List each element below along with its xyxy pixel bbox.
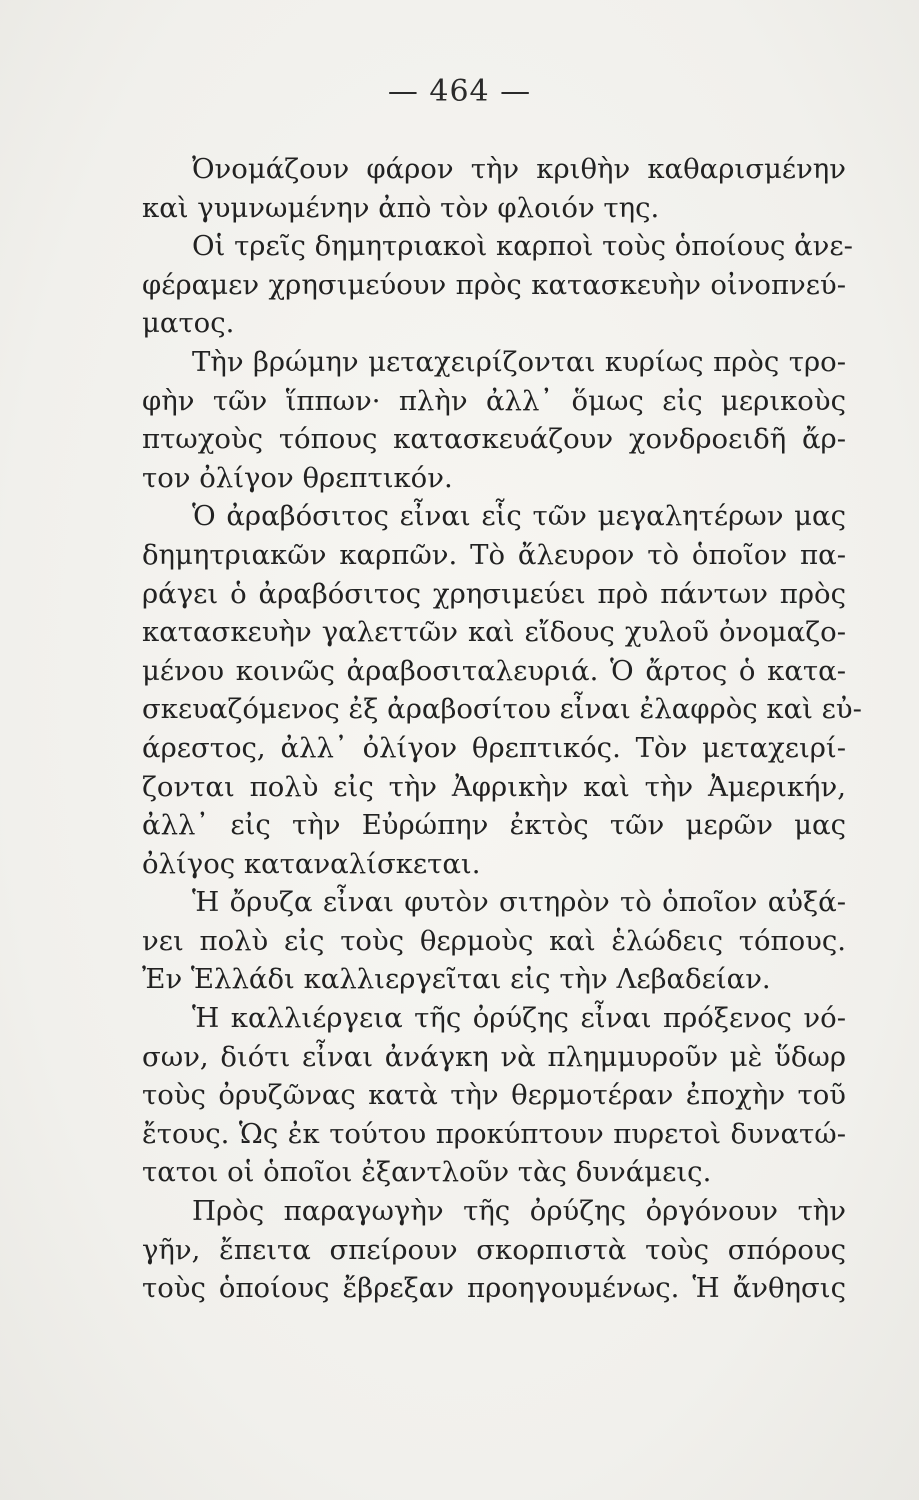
text-line: τον ὀλίγον θρεπτικόν. [142, 461, 453, 494]
text-line: Ὀνομάζουν φάρον τὴν κριθὴν καθαρισμένην [192, 153, 846, 185]
page-number: — 464 — [387, 74, 532, 109]
text-line: Οἱ τρεῖς δημητριακοὶ καρποὶ τοὺς ὁποίους ἀνε- [192, 230, 853, 263]
text-line: σων, διότι εἶναι ἀνάγκη νὰ πλημμυροῦν μὲ ὕδωρ [142, 1040, 846, 1073]
text-line: νει πολὺ εἰς τοὺς θερμοὺς καὶ ἑλώδεις τόπους. [142, 924, 846, 957]
text-line: φέραμεν χρησιμεύουν πρὸς κατασκευὴν οἰνοπνεύ- [142, 268, 846, 301]
text-line: Ἐν Ἑλλάδι καλλιεργεῖται εἰς τὴν Λεβαδείαν. [142, 963, 771, 996]
text-line: μένου κοινῶς ἀραβοσιταλευριά. Ὁ ἄρτος ὁ κατα- [142, 654, 846, 687]
text-line: τοὺς ὁποίους ἔβρεξαν προηγουμένως. Ἡ ἄνθησις [142, 1272, 846, 1305]
text-line: ἀλλ᾽ εἰς τὴν Εὐρώπην ἐκτὸς τῶν μερῶν μας [142, 809, 846, 842]
text-line: ἔτους. Ὡς ἐκ τούτου προκύπτουν πυρετοὶ δυνατώ- [142, 1117, 846, 1150]
text-line: ζονται πολὺ εἰς τὴν Ἀφρικὴν καὶ τὴν Ἀμερικήν, [142, 770, 846, 803]
text-line: γῆν, ἔπειτα σπείρουν σκορπιστὰ τοὺς σπόρους [142, 1233, 846, 1266]
text-line: Ἡ ὄρυζα εἶναι φυτὸν σιτηρὸν τὸ ὁποῖον αὐξά- [192, 886, 846, 919]
body-text [142, 150, 862, 1308]
text-line: ματος. [142, 307, 235, 340]
text-line: Τὴν βρώμην μεταχειρίζονται κυρίως πρὸς τρο- [192, 345, 846, 378]
text-line: καὶ γυμνωμένην ἀπὸ τὸν φλοιόν της. [142, 191, 660, 224]
text-line: ὀλίγος καταναλίσκεται. [142, 847, 481, 880]
text-line: πτωχοὺς τόπους κατασκευάζουν χονδροειδῆ ἄρ- [142, 423, 846, 456]
text-line: τατοι οἱ ὁποῖοι ἐξαντλοῦν τὰς δυνάμεις. [142, 1156, 712, 1189]
text-line: Πρὸς παραγωγὴν τῆς ὀρύζης ὀργόνουν τὴν [192, 1195, 846, 1228]
text-line: δημητριακῶν καρπῶν. Τὸ ἄλευρον τὸ ὁποῖον πα- [142, 538, 846, 571]
text-line: άρεστος, ἀλλ᾽ ὀλίγον θρεπτικός. Τὸν μεταχειρί- [142, 731, 846, 764]
text-line: ράγει ὁ ἀραβόσιτος χρησιμεύει πρὸ πάντων πρὸς [142, 577, 846, 610]
text-line: Ἡ καλλιέργεια τῆς ὀρύζης εἶναι πρόξενος νό- [192, 1002, 846, 1035]
text-line: κατασκευὴν γαλεττῶν καὶ εἴδους χυλοῦ ὀνομαζο- [142, 616, 846, 649]
text-line: Ὁ ἀραβόσιτος εἶναι εἷς τῶν μεγαλητέρων μας [192, 500, 846, 533]
text-line: φὴν τῶν ἵππων· πλὴν ἀλλ᾽ ὅμως εἰς μερικοὺς [142, 384, 846, 417]
text-line: τοὺς ὀρυζῶνας κατὰ τὴν θερμοτέραν ἐποχὴν τοῦ [142, 1079, 846, 1112]
text-line: σκευαζόμενος ἐξ ἀραβοσίτου εἶναι ἐλαφρὸς καὶ εὐ- [142, 693, 862, 726]
